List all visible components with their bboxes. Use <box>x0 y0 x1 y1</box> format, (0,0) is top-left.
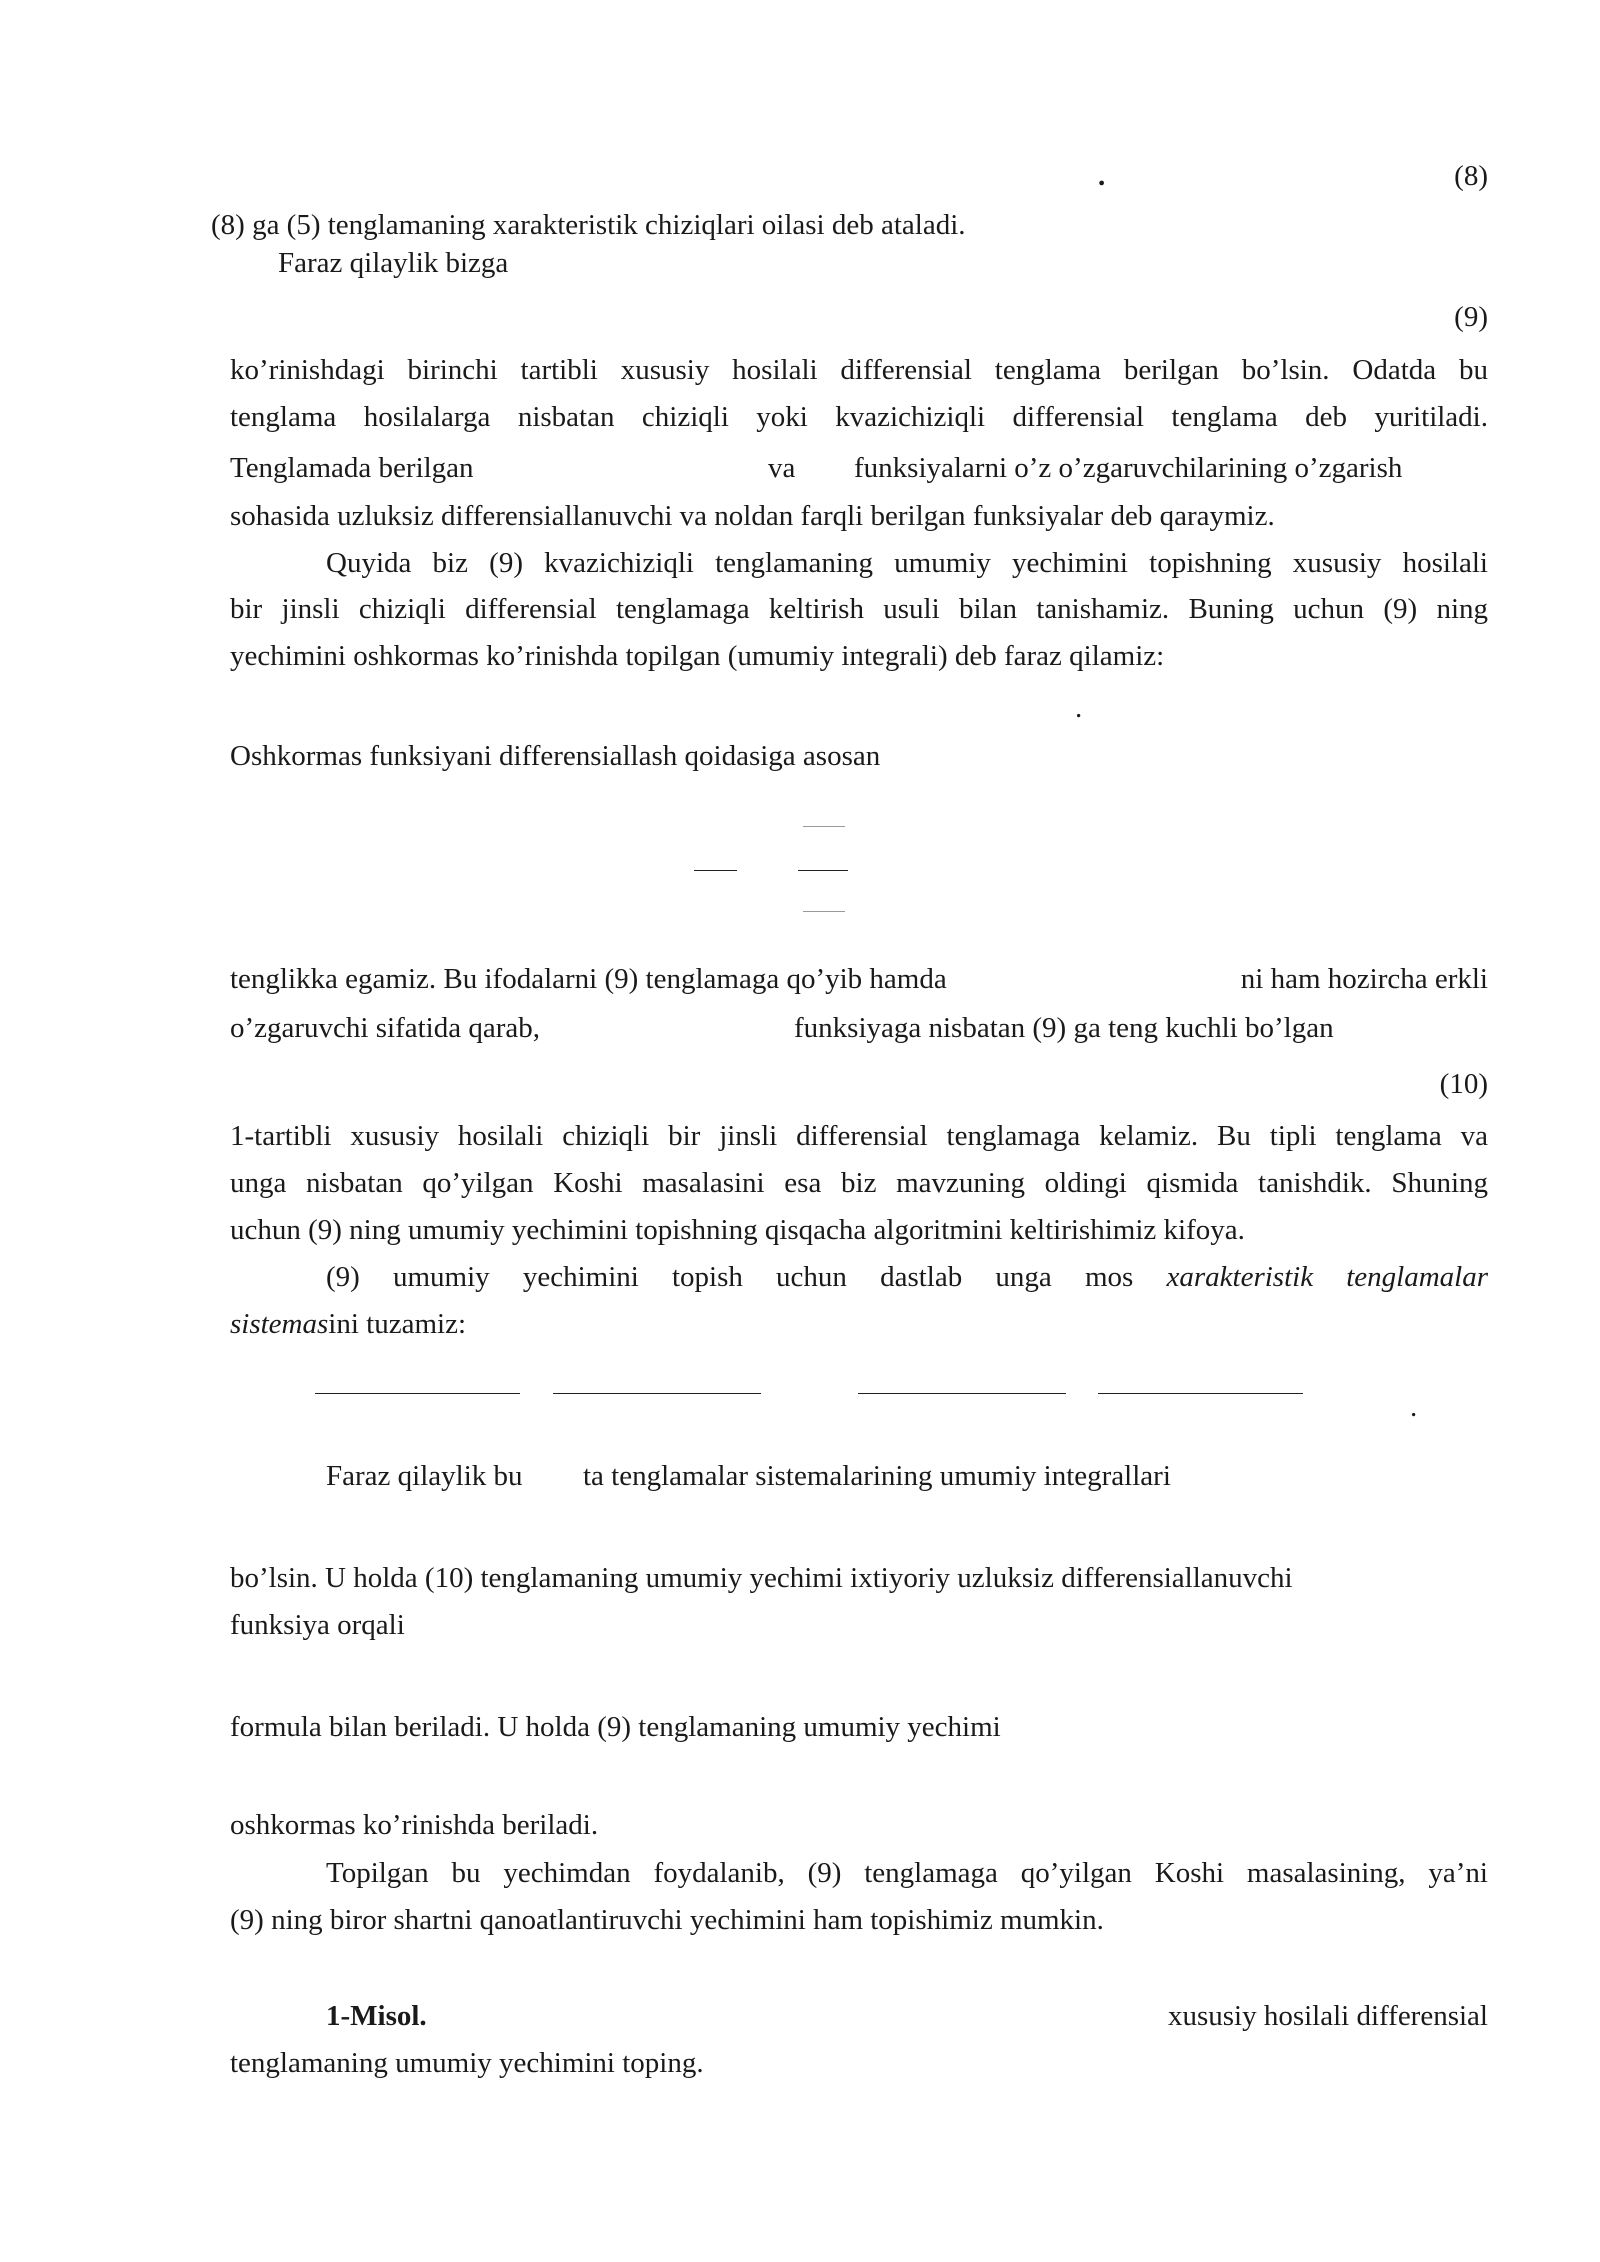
text-segment: funksiyalarni o’z o’zgaruvchilarining o’zgarish <box>854 452 1403 484</box>
text-line: Topilgan bu yechimdan foydalanib, (9) tenglamaga qo’yilgan Koshi masalasining, ya’ni <box>326 1857 1488 1889</box>
text-line: 1-tartibli xususiy hosilali chiziqli bir jinsli differensial tenglamaga kelamiz. Bu tipli tenglama va <box>230 1120 1488 1152</box>
text-segment: Tenglamada berilgan <box>230 452 474 484</box>
text-segment: va <box>768 452 796 484</box>
equation-9-number: (9) <box>1454 301 1488 333</box>
equation-10-number: (10) <box>1439 1068 1488 1100</box>
text-line: unga nisbatan qo’yilgan Koshi masalasini esa biz mavzuning oldingi qismida tanishdik. Shuning <box>230 1167 1488 1199</box>
fraction-bar <box>1098 1393 1303 1394</box>
italic-term: sistemas <box>230 1308 329 1340</box>
text-segment: (9) umumiy yechimini topish uchun dastlab unga mos <box>326 1261 1134 1293</box>
text-line: Quyida biz (9) kvazichiziqli tenglamaning umumiy yechimini topishning xususiy hosilali <box>326 547 1488 579</box>
text-line: tenglamaning umumiy yechimini toping. <box>230 2047 704 2079</box>
fraction-bar <box>798 870 848 871</box>
text-line: formula bilan beriladi. U holda (9) tenglamaning umumiy yechimi <box>230 1711 1001 1743</box>
fraction-bar <box>858 1393 1066 1394</box>
text-line <box>326 1259 1488 1295</box>
text-segment: Faraz qilaylik bu <box>326 1460 523 1492</box>
text-segment: ini tuzamiz: <box>328 1308 467 1340</box>
text-line: tenglama hosilalarga nisbatan chiziqli yoki kvazichiziqli differensial tenglama deb yuritiladi. <box>230 401 1488 433</box>
text-segment: ta tenglamalar sistemalarining umumiy integrallari <box>583 1460 1171 1492</box>
equation-8-period: . <box>1098 160 1106 192</box>
italic-term: xarakteristik tenglamalar <box>1166 1261 1489 1293</box>
fraction-bar <box>803 826 845 827</box>
implicit-solution-period: . <box>1075 692 1083 724</box>
text-segment: ni ham hozircha erkli <box>1240 963 1488 995</box>
equation-8-number: (8) <box>1454 160 1488 192</box>
fraction-bar <box>694 870 737 871</box>
text-segment: xususiy hosilali differensial <box>1167 2000 1488 2032</box>
example-label: 1-Misol. <box>326 2000 427 2032</box>
paragraph-suppose: Faraz qilaylik bizga <box>278 247 509 279</box>
text-segment: tenglikka egamiz. Bu ifodalarni (9) tenglamaga qo’yib hamda <box>230 963 947 995</box>
text-line: uchun (9) ning umumiy yechimini topishning qisqacha algoritmini keltirishimiz kifoya. <box>230 1214 1245 1246</box>
text-line <box>230 1306 466 1342</box>
text-segment: o’zgaruvchi sifatida qarab, <box>230 1012 540 1044</box>
text-line: yechimini oshkormas ko’rinishda topilgan (umumiy integrali) deb faraz qilamiz: <box>230 640 1165 672</box>
text-line: sohasida uzluksiz differensiallanuvchi va noldan farqli berilgan funksiyalar deb qaraymiz. <box>230 500 1275 532</box>
paragraph-characteristic-lines: (8) ga (5) tenglamaning xarakteristik chiziqlari oilasi deb ataladi. <box>211 209 966 241</box>
fraction-bar <box>553 1393 761 1394</box>
text-segment: funksiyaga nisbatan (9) ga teng kuchli bo’lgan <box>794 1012 1334 1044</box>
text-line: bo’lsin. U holda (10) tenglamaning umumiy yechimi ixtiyoriy uzluksiz differensiallanuvchi <box>230 1562 1293 1594</box>
system-period: . <box>1410 1391 1418 1423</box>
fraction-bar <box>315 1393 520 1394</box>
text-line: funksiya orqali <box>230 1609 405 1641</box>
fraction-bar <box>803 911 845 912</box>
text-line: bir jinsli chiziqli differensial tenglamaga keltirish usuli bilan tanishamiz. Buning uchun (9) ning <box>230 593 1488 625</box>
paragraph-differentiation-rule: Oshkormas funksiyani differensiallash qoidasiga asosan <box>230 740 881 772</box>
text-line: ko’rinishdagi birinchi tartibli xususiy hosilali differensial tenglama berilgan bo’lsin. Odatda bu <box>230 354 1488 386</box>
text-line: oshkormas ko’rinishda beriladi. <box>230 1809 599 1841</box>
text-line: (9) ning biror shartni qanoatlantiruvchi yechimini ham topishimiz mumkin. <box>230 1904 1104 1936</box>
